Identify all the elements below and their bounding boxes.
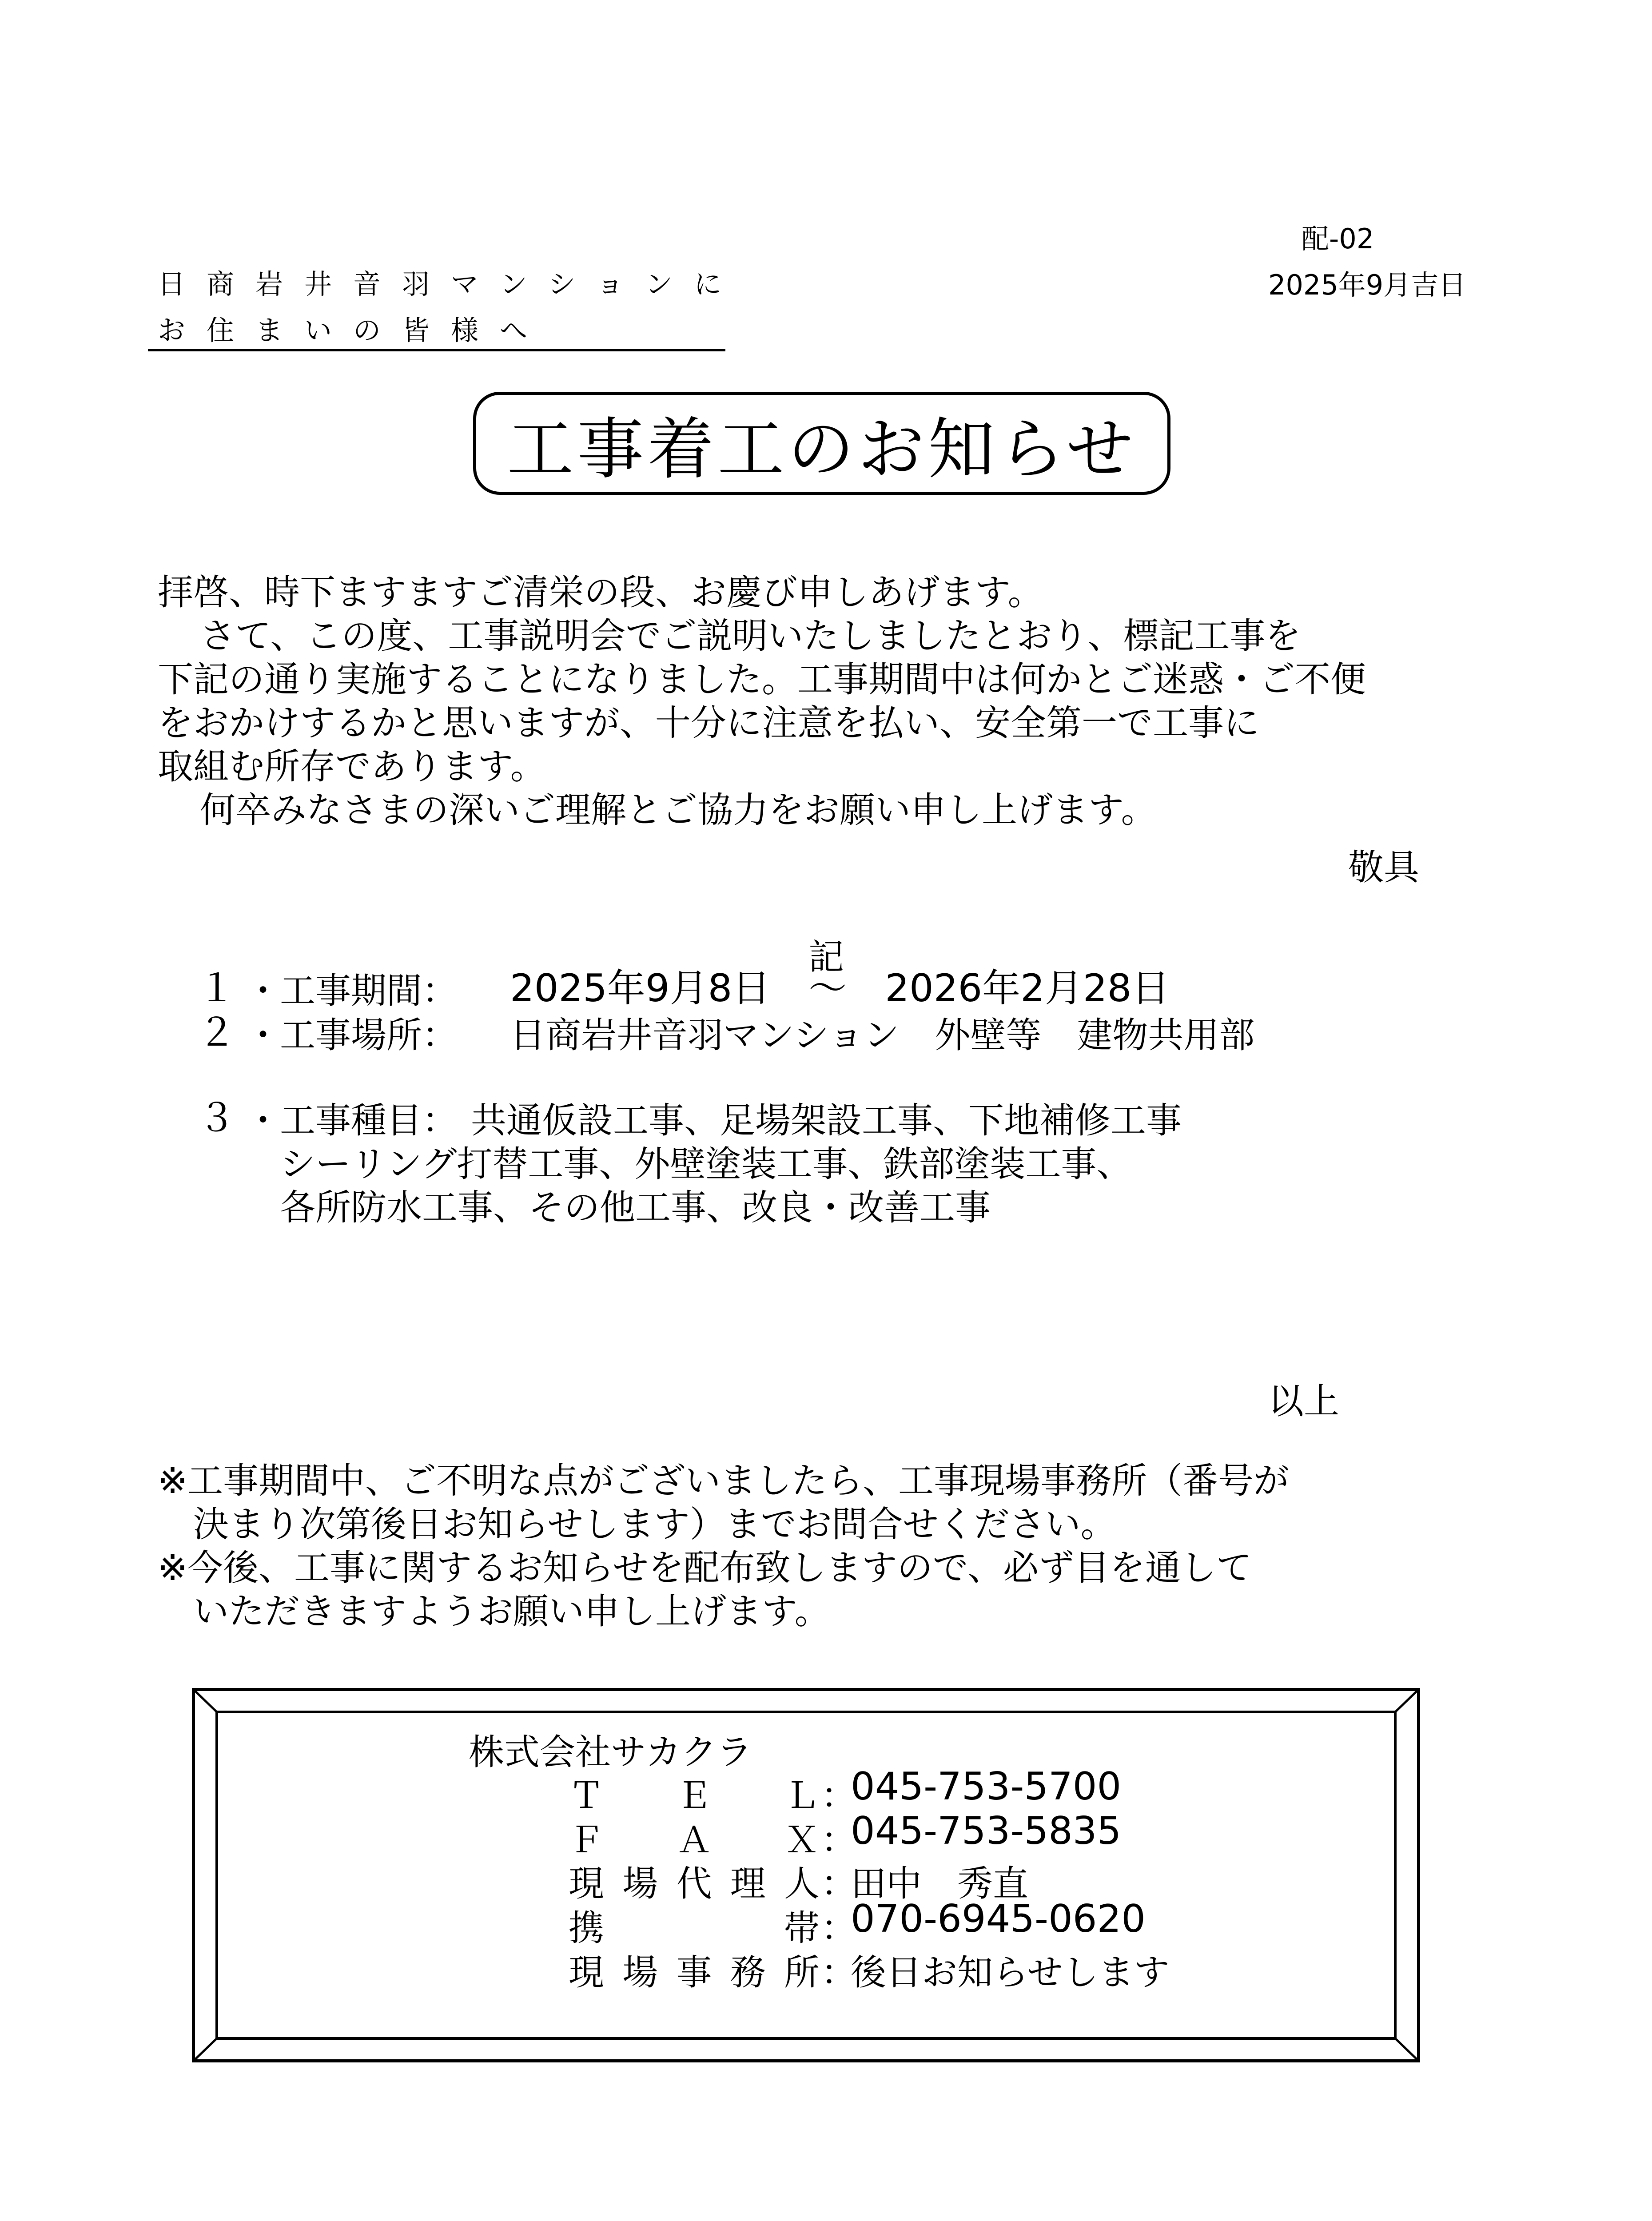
item-bullet: ・ [245, 1100, 281, 1141]
document-number: 配-02 [1302, 223, 1374, 255]
contact-colon: ： [821, 1863, 856, 1904]
closing-keigu: 敬具 [1348, 847, 1419, 888]
item-number: ３ [198, 1096, 236, 1140]
item-number: １ [198, 966, 236, 1011]
item-value: 日商岩井音羽マンション 外壁等 建物共用部 [510, 1015, 1255, 1056]
contact-label: Ｔ Ｅ Ｌ [569, 1775, 820, 1816]
contact-label: 携 帯 [569, 1907, 820, 1949]
note-line: ※工事期間中、ご不明な点がございましたら、工事現場事務所（番号が [158, 1460, 1290, 1501]
item-value: 2025年9月8日 ～ 2026年2月28日 [510, 966, 1170, 1011]
body-line: 取組む所存であります。 [158, 746, 546, 787]
item-label: 工事期間： [280, 970, 458, 1011]
item-label: 工事種目： [280, 1100, 458, 1141]
contact-value: 045-753-5700 [851, 1764, 1122, 1809]
contact-colon: ： [821, 1952, 856, 1993]
contact-label: 現 場 代 理 人 [569, 1863, 820, 1904]
item-number: ２ [198, 1011, 236, 1055]
title-box [473, 392, 1170, 495]
issue-date: 2025年9月吉日 [1268, 269, 1466, 301]
ki-heading: 記 [808, 936, 844, 978]
item-value-line: シーリング打替工事、外壁塗装工事、鉄部塗装工事、 [280, 1143, 1132, 1185]
body-line: をおかけするかと思いますが、十分に注意を払い、安全第一で工事に [158, 702, 1259, 744]
body-line: 拝啓、時下ますますご清栄の段、お慶び申しあげます。 [158, 572, 1043, 613]
contact-value: 田中 秀直 [851, 1863, 1028, 1904]
closing-ijou: 以上 [1268, 1381, 1339, 1422]
recipient-underline [148, 349, 725, 351]
item-value-line: 各所防水工事、その他工事、改良・改善工事 [280, 1187, 991, 1228]
contact-colon: ： [821, 1819, 856, 1861]
page-title: 工事着工のお知らせ [507, 411, 1137, 488]
note-line: 決まり次第後日お知らせします）までお問合せください。 [158, 1504, 1116, 1545]
company-name: 株式会社サカクラ [469, 1731, 752, 1773]
notes [158, 1459, 1289, 1633]
item-value-line: 共通仮設工事、足場架設工事、下地補修工事 [471, 1100, 1182, 1141]
note-line: いただきますようお願い申し上げます。 [158, 1591, 830, 1632]
letter-body [158, 571, 1513, 832]
contact-label: Ｆ Ａ Ｘ [569, 1819, 820, 1861]
contact-value: 070-6945-0620 [851, 1897, 1146, 1941]
body-line: 下記の通り実施することになりました。工事期間中は何かとご迷惑・ご不便 [158, 659, 1366, 700]
recipient-line-1: 日商岩井音羽マンションに [158, 268, 743, 300]
contact-value: 後日お知らせします [851, 1952, 1170, 1993]
item-label: 工事場所： [280, 1015, 458, 1056]
body-line: 何卒みなさまの深いご理解とご協力をお願い申し上げます。 [200, 789, 1157, 831]
note-line: ※今後、工事に関するお知らせを配布致しますので、必ず目を通して [158, 1547, 1252, 1588]
contact-label: 現 場 事 務 所 [569, 1952, 820, 1993]
item-bullet: ・ [245, 1015, 281, 1056]
item-bullet: ・ [245, 970, 281, 1011]
body-line: さて、この度、工事説明会でご説明いたしましたとおり、標記工事を [200, 615, 1301, 657]
contact-colon: ： [821, 1907, 856, 1949]
recipient-line-2: お住まいの皆様へ [158, 314, 549, 346]
contact-colon: ： [821, 1775, 856, 1816]
contact-value: 045-753-5835 [851, 1809, 1122, 1853]
